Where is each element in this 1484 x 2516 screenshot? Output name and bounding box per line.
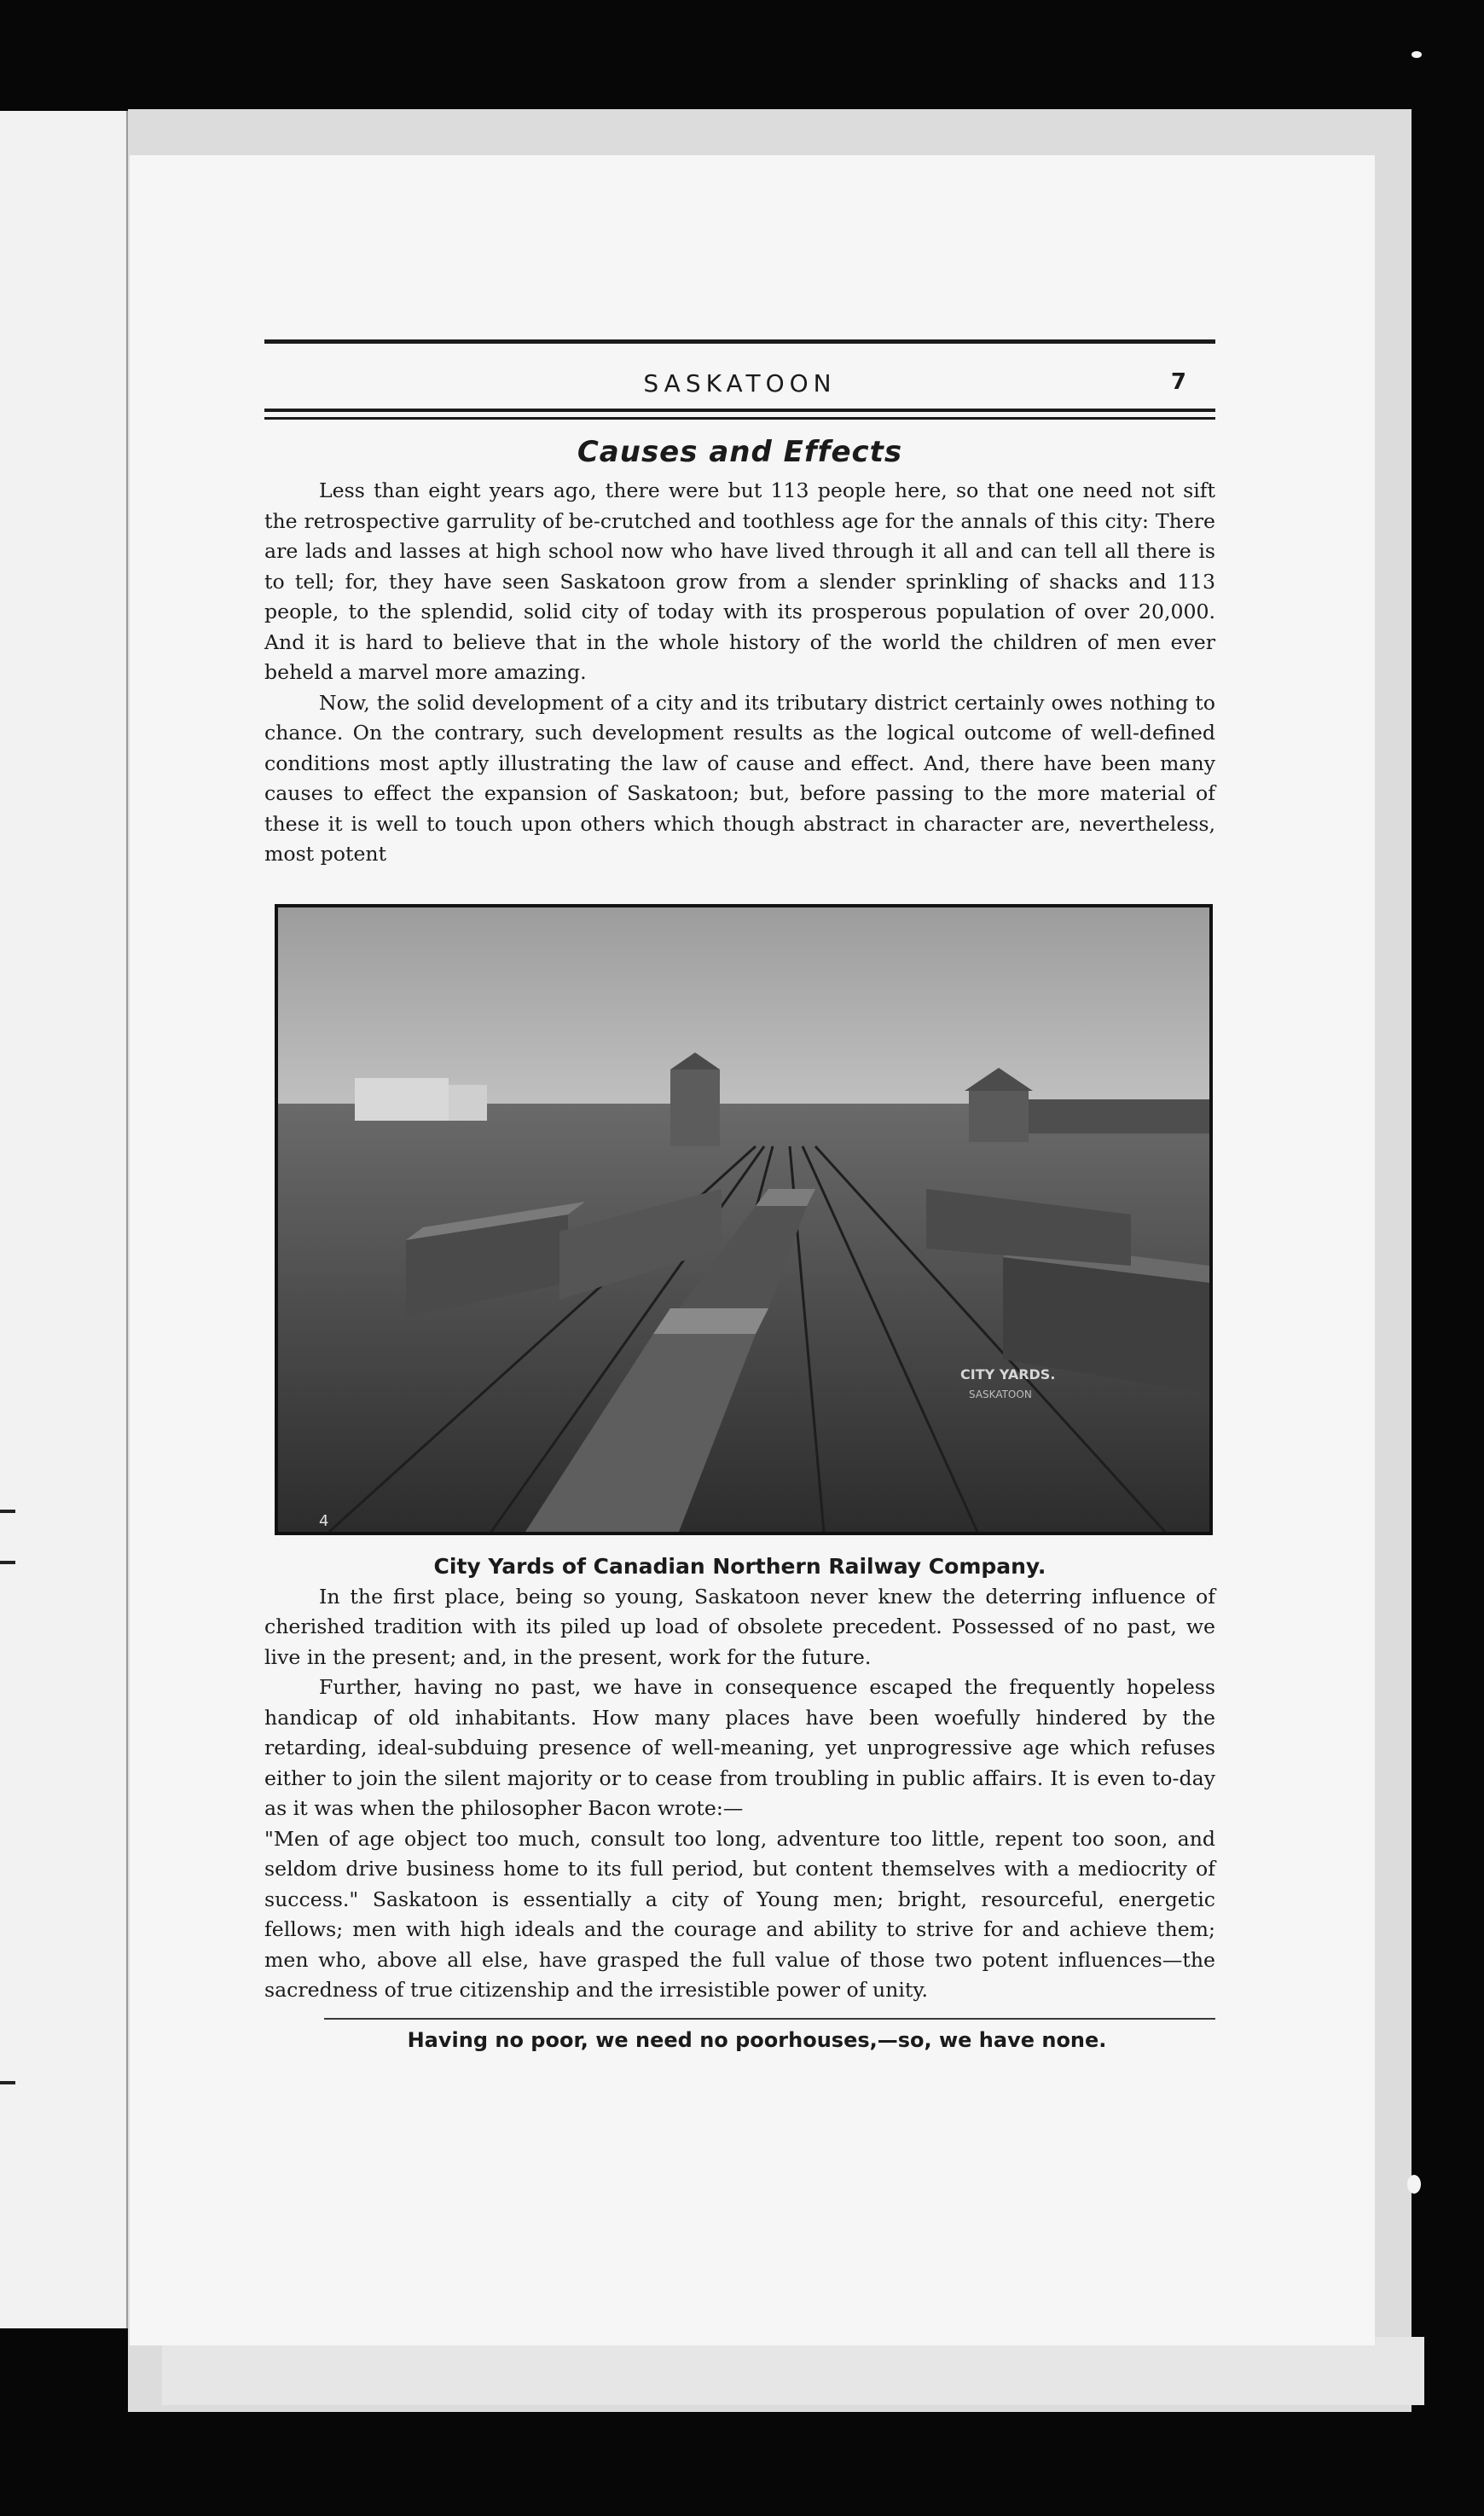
running-head (264, 344, 1215, 397)
paragraph: "Men of age object too much, consult too long, adventure too little, repent too soon, and seldom drive business home to its full period, but content themselves with a mediocrity of success." Saskatoon is essentially a city of Young men; bright, resourceful, energetic fellows; men with high ideals and the courage and ability to strive for and achieve them; men who, above all else, have grasped the full value of those two potent influences—the sacredness of true citizenship and the irresistible power of unity. (264, 1826, 1215, 2002)
section-title: Causes and Effects (577, 435, 903, 469)
page-number: 7 (1170, 369, 1186, 395)
sign-subtext: SASKATOON (969, 1388, 1032, 1400)
page-tagline: Having no poor, we need no poorhouses,—so, we have none. (407, 2027, 1107, 2052)
page-bottom-edge (162, 2337, 1424, 2405)
header-rule-double (264, 409, 1215, 420)
plate-number: 4 (319, 1511, 329, 1530)
facing-page-edge (0, 111, 129, 2328)
paragraph: Now, the solid development of a city and its tributary district certainly owes nothing to chance. On the contrary, such development results as the logical outcome of well-defined conditions most aptly illustrating the law of cause and effect. And, there have been many causes to effect the expansion of Saskatoon; but, before passing to the more material of these it is well to touch upon others which though abstract in character are, nevertheless, most potent (264, 690, 1215, 866)
dust-speck (1412, 51, 1422, 58)
photo-illustration (278, 907, 1209, 1532)
sign-text: CITY YARDS. (960, 1365, 1056, 1383)
footer-rule (324, 2018, 1215, 2020)
photo-caption: City Yards of Canadian Northern Railway Company. (433, 1553, 1046, 1579)
edge-mark (0, 1510, 15, 1513)
railway-yard-photo (275, 904, 1213, 1535)
paragraph: Less than eight years ago, there were but 113 people here, so that one need not sift the retrospective garrulity of be-crutched and toothless age for the annals of this city: There are lads and lasses at high school now who have lived through it all and can tell all there is to tell; for, they have seen Saskatoon grow from a slender sprinkling of shacks and 113 people, to the splendid, solid city of today with its prosperous population of over 20,000. And it is hard to believe that in the whole history of the world the children of men ever beheld a marvel more amazing. (264, 478, 1215, 684)
edge-mark (0, 1561, 15, 1564)
page-content (264, 339, 1215, 2052)
running-title: SASKATOON (643, 369, 837, 397)
paragraph: Further, having no past, we have in consequence escaped the frequently hopeless handicap of old inhabitants. How many places have been woefully hindered by the retarding, ideal-subduing presence of well-meaning, yet unprogressive age which refuses either to join the silent majority or to cease from troubling in public affairs. It is even to-day as it was when the philosopher Bacon wrote:— (264, 1675, 1215, 1820)
dust-speck (1407, 2175, 1421, 2194)
edge-mark (0, 2081, 15, 2084)
paragraph: In the first place, being so young, Saskatoon never knew the deterring influence of cherished tradition with its piled up load of obsolete precedent. Possessed of no past, we live in the present; and, in the present, work for the future. (264, 1584, 1215, 1669)
